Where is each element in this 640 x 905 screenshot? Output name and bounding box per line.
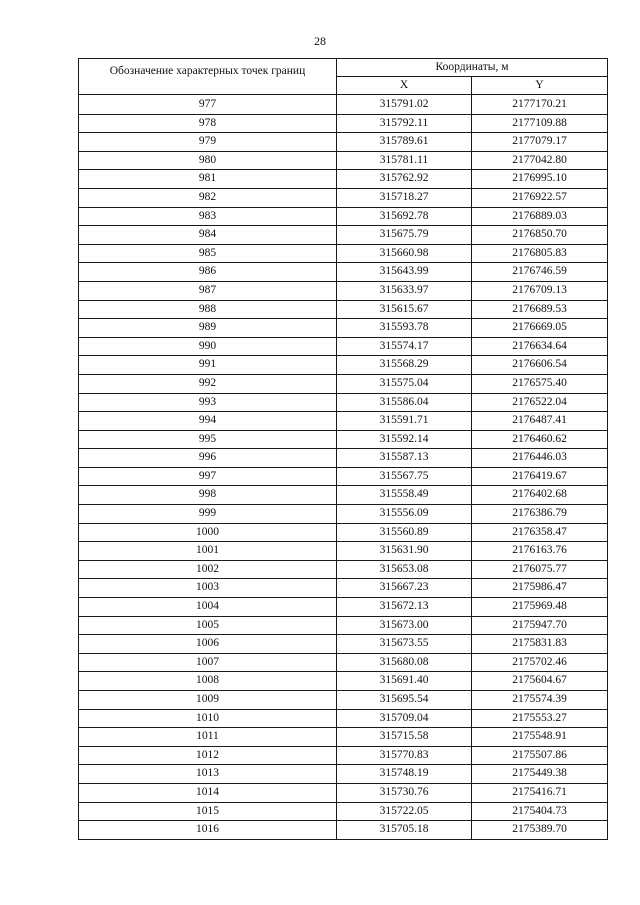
y-coordinate-cell: 2176075.77 [472, 560, 608, 579]
point-number-cell: 998 [79, 486, 337, 505]
table-row [79, 598, 608, 617]
x-coordinate-cell: 315695.54 [337, 691, 472, 710]
table-row [79, 374, 608, 393]
point-number-cell: 1014 [79, 783, 337, 802]
table-row [79, 635, 608, 654]
x-coordinate-cell: 315592.14 [337, 430, 472, 449]
table-row [79, 95, 608, 115]
coordinates-table [78, 58, 608, 840]
y-coordinate-cell: 2175507.86 [472, 746, 608, 765]
table-row [79, 133, 608, 152]
x-coordinate-cell: 315730.76 [337, 783, 472, 802]
table-row [79, 449, 608, 468]
point-number-cell: 1001 [79, 542, 337, 561]
table-row [79, 728, 608, 747]
x-coordinate-cell: 315680.08 [337, 653, 472, 672]
y-coordinate-cell: 2176689.53 [472, 300, 608, 319]
table-row [79, 430, 608, 449]
x-coordinate-cell: 315748.19 [337, 765, 472, 784]
point-number-cell: 993 [79, 393, 337, 412]
x-coordinate-cell: 315653.08 [337, 560, 472, 579]
x-coordinate-cell: 315781.11 [337, 151, 472, 170]
header-coordinates: Координаты, м [337, 59, 608, 77]
y-coordinate-cell: 2175553.27 [472, 709, 608, 728]
x-coordinate-cell: 315762.92 [337, 170, 472, 189]
x-coordinate-cell: 315558.49 [337, 486, 472, 505]
y-coordinate-cell: 2177109.88 [472, 114, 608, 133]
point-number-cell: 982 [79, 188, 337, 207]
point-number-cell: 997 [79, 467, 337, 486]
table-row [79, 653, 608, 672]
y-coordinate-cell: 2177170.21 [472, 95, 608, 115]
table-row [79, 319, 608, 338]
point-number-cell: 989 [79, 319, 337, 338]
x-coordinate-cell: 315631.90 [337, 542, 472, 561]
point-number-cell: 977 [79, 95, 337, 115]
y-coordinate-cell: 2176746.59 [472, 263, 608, 282]
x-coordinate-cell: 315568.29 [337, 356, 472, 375]
x-coordinate-cell: 315587.13 [337, 449, 472, 468]
table-row [79, 412, 608, 431]
point-number-cell: 1016 [79, 821, 337, 840]
y-coordinate-cell: 2175404.73 [472, 802, 608, 821]
y-coordinate-cell: 2177042.80 [472, 151, 608, 170]
x-coordinate-cell: 315660.98 [337, 244, 472, 263]
point-number-cell: 1015 [79, 802, 337, 821]
point-number-cell: 987 [79, 281, 337, 300]
y-coordinate-cell: 2175548.91 [472, 728, 608, 747]
y-coordinate-cell: 2176446.03 [472, 449, 608, 468]
point-number-cell: 991 [79, 356, 337, 375]
y-coordinate-cell: 2176419.67 [472, 467, 608, 486]
x-coordinate-cell: 315560.89 [337, 523, 472, 542]
table-row [79, 337, 608, 356]
y-coordinate-cell: 2175574.39 [472, 691, 608, 710]
y-coordinate-cell: 2175969.48 [472, 598, 608, 617]
table-row [79, 486, 608, 505]
y-coordinate-cell: 2176487.41 [472, 412, 608, 431]
table-row [79, 523, 608, 542]
y-coordinate-cell: 2176460.62 [472, 430, 608, 449]
point-number-cell: 992 [79, 374, 337, 393]
table-row [79, 505, 608, 524]
table-row [79, 802, 608, 821]
x-coordinate-cell: 315715.58 [337, 728, 472, 747]
table-row [79, 226, 608, 245]
point-number-cell: 994 [79, 412, 337, 431]
point-number-cell: 1004 [79, 598, 337, 617]
point-number-cell: 1002 [79, 560, 337, 579]
point-number-cell: 1000 [79, 523, 337, 542]
point-number-cell: 996 [79, 449, 337, 468]
header-y: Y [472, 77, 608, 95]
y-coordinate-cell: 2175947.70 [472, 616, 608, 635]
table-row [79, 672, 608, 691]
point-number-cell: 999 [79, 505, 337, 524]
y-coordinate-cell: 2176850.70 [472, 226, 608, 245]
x-coordinate-cell: 315586.04 [337, 393, 472, 412]
x-coordinate-cell: 315667.23 [337, 579, 472, 598]
point-number-cell: 981 [79, 170, 337, 189]
table-row [79, 151, 608, 170]
table-row [79, 244, 608, 263]
point-number-cell: 986 [79, 263, 337, 282]
point-number-cell: 1003 [79, 579, 337, 598]
x-coordinate-cell: 315574.17 [337, 337, 472, 356]
table-header-row [79, 59, 608, 77]
point-number-cell: 1012 [79, 746, 337, 765]
x-coordinate-cell: 315673.55 [337, 635, 472, 654]
y-coordinate-cell: 2176402.68 [472, 486, 608, 505]
y-coordinate-cell: 2175702.46 [472, 653, 608, 672]
table-row [79, 393, 608, 412]
x-coordinate-cell: 315643.99 [337, 263, 472, 282]
point-number-cell: 1007 [79, 653, 337, 672]
point-number-cell: 1006 [79, 635, 337, 654]
x-coordinate-cell: 315791.02 [337, 95, 472, 115]
x-coordinate-cell: 315556.09 [337, 505, 472, 524]
point-number-cell: 1009 [79, 691, 337, 710]
table-row [79, 281, 608, 300]
y-coordinate-cell: 2175986.47 [472, 579, 608, 598]
y-coordinate-cell: 2177079.17 [472, 133, 608, 152]
table-row [79, 542, 608, 561]
x-coordinate-cell: 315691.40 [337, 672, 472, 691]
y-coordinate-cell: 2176995.10 [472, 170, 608, 189]
table-body [79, 95, 608, 840]
y-coordinate-cell: 2175831.83 [472, 635, 608, 654]
point-number-cell: 979 [79, 133, 337, 152]
x-coordinate-cell: 315593.78 [337, 319, 472, 338]
point-number-cell: 980 [79, 151, 337, 170]
y-coordinate-cell: 2175416.71 [472, 783, 608, 802]
x-coordinate-cell: 315567.75 [337, 467, 472, 486]
y-coordinate-cell: 2176358.47 [472, 523, 608, 542]
point-number-cell: 1005 [79, 616, 337, 635]
x-coordinate-cell: 315575.04 [337, 374, 472, 393]
header-x: X [337, 77, 472, 95]
x-coordinate-cell: 315633.97 [337, 281, 472, 300]
table-row [79, 616, 608, 635]
x-coordinate-cell: 315591.71 [337, 412, 472, 431]
y-coordinate-cell: 2176522.04 [472, 393, 608, 412]
y-coordinate-cell: 2176386.79 [472, 505, 608, 524]
table-row [79, 467, 608, 486]
point-number-cell: 1011 [79, 728, 337, 747]
table-row [79, 691, 608, 710]
header-point-label: Обозначение характерных точек границ [79, 59, 337, 95]
x-coordinate-cell: 315770.83 [337, 746, 472, 765]
table-row [79, 783, 608, 802]
y-coordinate-cell: 2175389.70 [472, 821, 608, 840]
x-coordinate-cell: 315705.18 [337, 821, 472, 840]
x-coordinate-cell: 315673.00 [337, 616, 472, 635]
y-coordinate-cell: 2176805.83 [472, 244, 608, 263]
x-coordinate-cell: 315792.11 [337, 114, 472, 133]
table-row [79, 114, 608, 133]
table-row [79, 765, 608, 784]
y-coordinate-cell: 2176709.13 [472, 281, 608, 300]
point-number-cell: 985 [79, 244, 337, 263]
x-coordinate-cell: 315709.04 [337, 709, 472, 728]
x-coordinate-cell: 315672.13 [337, 598, 472, 617]
point-number-cell: 1013 [79, 765, 337, 784]
point-number-cell: 1010 [79, 709, 337, 728]
x-coordinate-cell: 315692.78 [337, 207, 472, 226]
y-coordinate-cell: 2176575.40 [472, 374, 608, 393]
x-coordinate-cell: 315615.67 [337, 300, 472, 319]
table-row [79, 821, 608, 840]
y-coordinate-cell: 2175604.67 [472, 672, 608, 691]
table-row [79, 207, 608, 226]
table-row [79, 300, 608, 319]
table-row [79, 746, 608, 765]
y-coordinate-cell: 2176606.54 [472, 356, 608, 375]
x-coordinate-cell: 315789.61 [337, 133, 472, 152]
point-number-cell: 990 [79, 337, 337, 356]
point-number-cell: 995 [79, 430, 337, 449]
y-coordinate-cell: 2175449.38 [472, 765, 608, 784]
x-coordinate-cell: 315722.05 [337, 802, 472, 821]
point-number-cell: 984 [79, 226, 337, 245]
point-number-cell: 1008 [79, 672, 337, 691]
table-row [79, 170, 608, 189]
x-coordinate-cell: 315718.27 [337, 188, 472, 207]
y-coordinate-cell: 2176889.03 [472, 207, 608, 226]
y-coordinate-cell: 2176163.76 [472, 542, 608, 561]
x-coordinate-cell: 315675.79 [337, 226, 472, 245]
y-coordinate-cell: 2176922.57 [472, 188, 608, 207]
table-row [79, 579, 608, 598]
table-row [79, 188, 608, 207]
table-row [79, 560, 608, 579]
table-row [79, 356, 608, 375]
point-number-cell: 983 [79, 207, 337, 226]
table-row [79, 263, 608, 282]
y-coordinate-cell: 2176634.64 [472, 337, 608, 356]
point-number-cell: 988 [79, 300, 337, 319]
page-number: 28 [314, 34, 326, 48]
y-coordinate-cell: 2176669.05 [472, 319, 608, 338]
point-number-cell: 978 [79, 114, 337, 133]
table-row [79, 709, 608, 728]
table-header [79, 59, 608, 95]
